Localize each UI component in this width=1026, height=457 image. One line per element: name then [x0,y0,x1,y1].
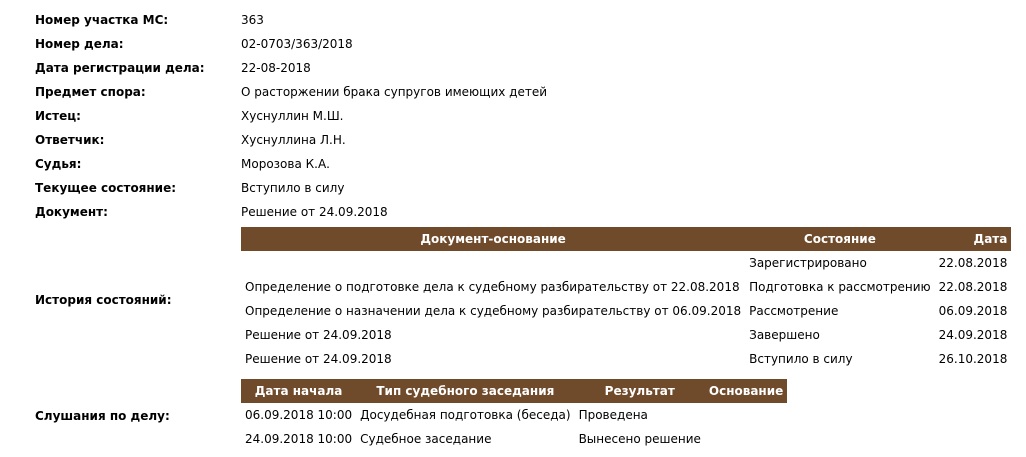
table-row [241,347,1011,371]
field-value: Хуснуллин М.Ш. [241,109,344,123]
history-state-cell: Зарегистрировано [749,256,867,270]
history-date-cell: 26.10.2018 [938,352,1008,366]
hearing-basis-cell [705,403,787,427]
field-value: Решение от 24.09.2018 [241,205,388,219]
field-label: Предмет спора: [35,85,146,99]
history-header-state: Состояние [745,227,935,251]
field-value: Морозова К.А. [241,157,330,171]
hearings-header-result: Результат [575,379,705,403]
hearings-header-type: Тип судебного заседания [356,379,574,403]
field-value: Вступило в силу [241,181,345,195]
hearings-header-row [241,379,787,403]
hearing-result-cell: Вынесено решение [578,432,701,446]
history-document-cell: Определение о назначении дела к судебному разбирательству от 06.09.2018 [245,304,742,318]
table-row [241,275,1011,299]
hearing-type-cell: Судебное заседание [360,432,492,446]
table-row [241,299,1011,323]
field-value: О расторжении брака супругов имеющих детей [241,85,548,99]
hearings-table [241,379,787,451]
field-label: Номер дела: [35,37,124,51]
history-document-cell: Решение от 24.09.2018 [245,328,392,342]
hearing-date-cell: 24.09.2018 10:00 [245,432,353,446]
history-state-cell: Завершено [749,328,820,342]
table-row [241,427,787,451]
field-value: Хуснуллина Л.Н. [241,133,346,147]
hearings-header-start-date: Дата начала [241,379,356,403]
field-label: Ответчик: [35,133,105,147]
history-date-cell: 22.08.2018 [938,280,1008,294]
field-label: Истец: [35,109,81,123]
table-row [241,251,1011,275]
history-date-cell: 24.09.2018 [938,328,1008,342]
history-header-document: Документ-основание [241,227,745,251]
history-label: История состояний: [35,293,172,307]
field-label: Текущее состояние: [35,181,177,195]
hearings-header-basis: Основание [705,379,787,403]
field-label: Дата регистрации дела: [35,61,205,75]
history-state-cell: Подготовка к рассмотрению [749,280,931,294]
history-date-cell: 22.08.2018 [938,256,1008,270]
field-label: Документ: [35,205,108,219]
history-header-row [241,227,1011,251]
hearings-label: Слушания по делу: [35,409,170,423]
hearing-basis-cell [705,427,787,451]
hearing-result-cell: Проведена [578,408,648,422]
history-state-cell: Рассмотрение [749,304,839,318]
hearing-date-cell: 06.09.2018 10:00 [245,408,353,422]
field-label: Судья: [35,157,82,171]
history-table [241,227,1011,371]
history-document-cell [241,251,745,275]
hearing-type-cell: Досудебная подготовка (беседа) [360,408,571,422]
history-document-cell: Определение о подготовке дела к судебному разбирательству от 22.08.2018 [245,280,740,294]
history-date-cell: 06.09.2018 [938,304,1008,318]
table-row [241,403,787,427]
field-value: 22-08-2018 [241,61,311,75]
field-value: 02-0703/363/2018 [241,37,353,51]
history-header-date: Дата [935,227,1012,251]
history-state-cell: Вступило в силу [749,352,853,366]
field-value: 363 [241,13,264,27]
field-label: Номер участка МС: [35,13,169,27]
history-document-cell: Решение от 24.09.2018 [245,352,392,366]
table-row [241,323,1011,347]
